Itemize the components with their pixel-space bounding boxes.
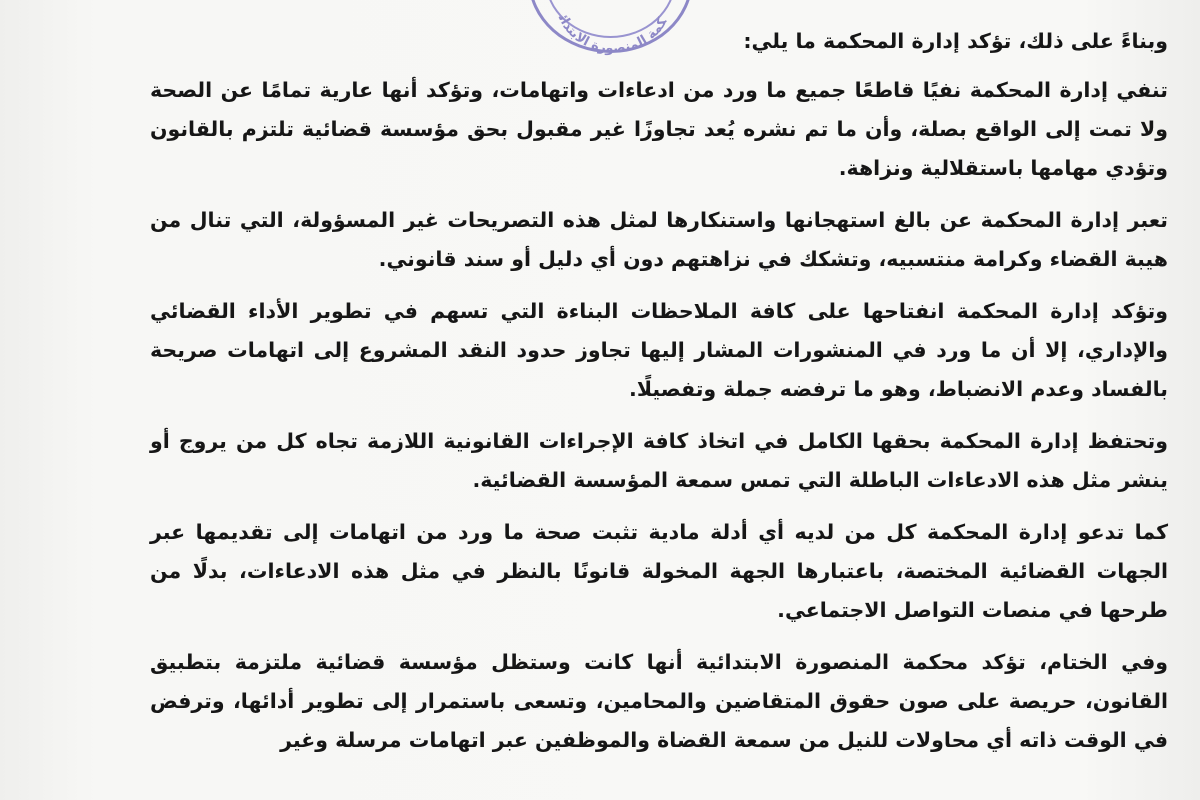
paragraph-evidence-call: كما تدعو إدارة المحكمة كل من لديه أي أدلة مادية تثبت صحة ما ورد من اتهامات إلى تقديمها عبر الجهات القضائية المختصة، باعتبارها الجهة المخولة قانونًا بالنظر في مثل هذه الادعاءات، بدلًا من طرحها في منصات التواصل الاجتماعي.: [150, 520, 1168, 622]
paragraph-denial: تنفي إدارة المحكمة نفيًا قاطعًا جميع ما ورد من ادعاءات واتهامات، وتؤكد أنها عارية تمامًا عن الصحة ولا تمت إلى الواقع بصلة، وأن ما تم نشره يُعد تجاوزًا غير مقبول بحق مؤسسة قضائية تلتزم بالقانون وتؤدي مهامها باستقلالية ونزاهة.: [150, 78, 1168, 180]
statement-body: [150, 22, 1168, 760]
svg-text:محكمة المنصورة الابتدائية: كمة المنصورة الابتدائية: [554, 12, 671, 56]
paragraph-openness: وتؤكد إدارة المحكمة انفتاحها على كافة الملاحظات البناءة التي تسهم في تطوير الأداء القضائي والإداري، إلا أن ما ورد في المنشورات المشار إليها تجاوز حدود النقد المشروع إلى اتهامات صريحة بالفساد وعدم الانضباط، وهو ما ترفضه جملة وتفصيلًا.: [150, 299, 1168, 401]
paragraph-condemnation: تعبر إدارة المحكمة عن بالغ استهجانها واستنكارها لمثل هذه التصريحات غير المسؤولة، التي تنال من هيبة القضاء وكرامة منتسبيه، وتشكك في نزاهتهم دون أي دليل أو سند قانوني.: [150, 208, 1168, 271]
paragraph-conclusion: وفي الختام، تؤكد محكمة المنصورة الابتدائية أنها كانت وستظل مؤسسة قضائية ملتزمة بتطبيق القانون، حريصة على صون حقوق المتقاضين والمحامين، وتسعى باستمرار إلى تطوير أدائها، وترفض في الوقت ذاته أي محاولات للنيل من سمعة القضاة والموظفين عبر اتهامات مرسلة وغير: [150, 650, 1168, 752]
paragraph-legal-rights: وتحتفظ إدارة المحكمة بحقها الكامل في اتخاذ كافة الإجراءات القانونية اللازمة تجاه كل من يروج أو ينشر مثل هذه الادعاءات الباطلة التي تمس سمعة المؤسسة القضائية.: [150, 429, 1168, 492]
intro-line: وبناءً على ذلك، تؤكد إدارة المحكمة ما يلي:: [743, 29, 1168, 53]
